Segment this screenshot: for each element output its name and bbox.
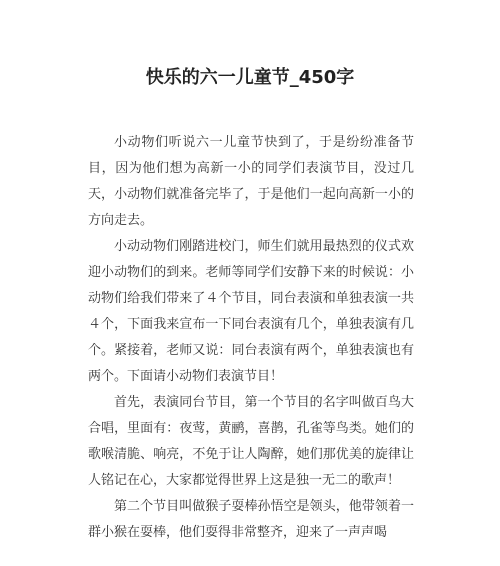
paragraph-1: 小动物们听说六一儿童节快到了，于是纷纷准备节目，因为他们想为高新一小的同学们表演节目，没过几天，小动物们就准备完毕了，于是他们一起向高新一小的方向走去。	[88, 135, 414, 228]
paragraph-4: 第二个节目叫做猴子耍棒孙悟空是领头，他带领着一群小猴在耍棒，他们耍得非常整齐，迎来了一声声喝	[88, 499, 414, 540]
document-body	[88, 130, 414, 546]
document-title: 快乐的六一儿童节_450字	[145, 67, 355, 88]
paragraph-2: 小动动物们刚踏进校门，师生们就用最热烈的仪式欢迎小动物们的到来。老师等同学们安静下来的时候说：小动物们给我们带来了４个节目，同台表演和单独表演一共４个，下面我来宣布一下同台表演有几个，单独表演有几个。紧接着，老师又说：同台表演有两个，单独表演也有两个。下面请小动物们表演节目！	[88, 239, 414, 384]
paragraph-3: 首先，表演同台节目，第一个节目的名字叫做百鸟大合唱，里面有：夜莺，黄鹂，喜鹊，孔雀等鸟类。她们的歌喉清脆、响亮，不免于让人陶醉，她们那优美的旋律让人铭记在心，大家都觉得世界上这是独一无二的歌声！	[88, 395, 414, 488]
